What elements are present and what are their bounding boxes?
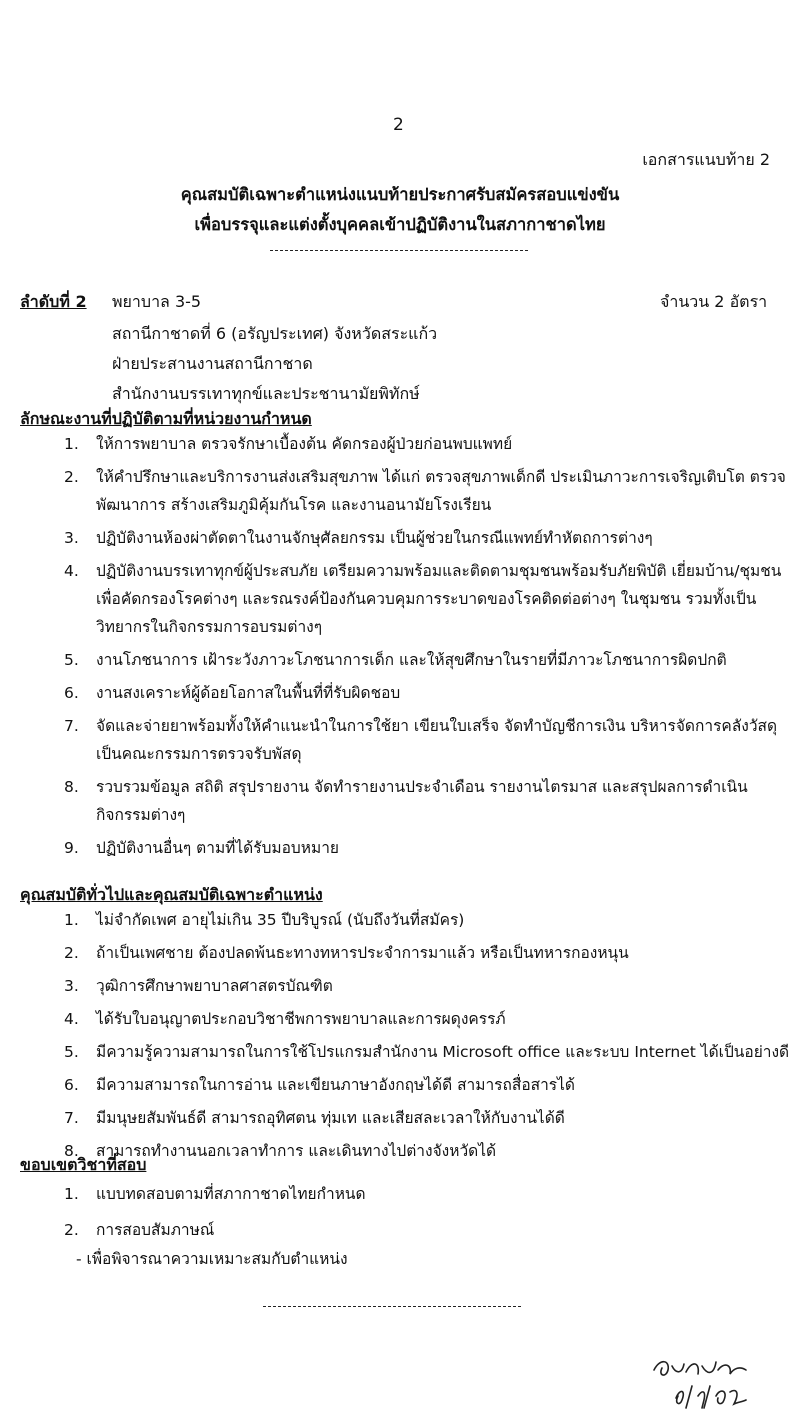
handwritten-signature xyxy=(646,1352,766,1412)
duties-heading: ลักษณะงานที่ปฏิบัติตามที่หน่วยงานกำหนด xyxy=(20,409,312,428)
list-item: 4. ได้รับใบอนุญาตประกอบวิชาชีพการพยาบาลและการผดุงครรภ์ xyxy=(64,1010,506,1028)
list-item: 3. วุฒิการศึกษาพยาบาลศาสตรบัณฑิต xyxy=(64,977,333,995)
list-item: 8. รวบรวมข้อมูล สถิติ สรุปรายงาน จัดทำรายงานประจำเดือน รายงานไตรมาส และสรุปผลการดำเนินกิจกรรมต่างๆ xyxy=(64,778,748,824)
list-item: 8. สามารถทำงานนอกเวลาทำการ และเดินทางไปต่างจังหวัดได้ xyxy=(64,1142,497,1160)
document-title-line-1: คุณสมบัติเฉพาะตำแหน่งแนบท้ายประกาศรับสมัครสอบแข่งขัน xyxy=(180,185,620,204)
list-item: 1. ให้การพยาบาล ตรวจรักษาเบื้องต้น คัดกรองผู้ป่วยก่อนพบแพทย์ xyxy=(64,435,513,453)
unit-line: สถานีกาชาดที่ 6 (อรัญประเทศ) จังหวัดสระแก้ว xyxy=(112,324,438,343)
list-item: 5. งานโภชนาการ เฝ้าระวังภาวะโภชนาการเด็ก และให้สุขศึกษาในรายที่มีภาวะโภชนาการผิดปกติ xyxy=(64,651,727,669)
list-item: 7. จัดและจ่ายยาพร้อมทั้งให้คำแนะนำในการใช้ยา เขียนใบเสร็จ จัดทำบัญชีการเงิน บริหารจัดการคลังวัสดุ เป็นคณะกรรมการตรวจรับพัสดุ xyxy=(64,717,778,763)
unit-line: ฝ่ายประสานงานสถานีกาชาด xyxy=(112,354,313,373)
exam-scope-list xyxy=(64,1180,794,1252)
list-item: 6. งานสงเคราะห์ผู้ด้อยโอกาสในพื้นที่ที่รับผิดชอบ xyxy=(64,684,401,702)
duties-list xyxy=(64,430,794,867)
exam-sub-item: - เพื่อพิจารณาความเหมาะสมกับตำแหน่ง xyxy=(76,1250,348,1268)
qualifications-list xyxy=(64,906,794,1170)
list-item: 7. มีมนุษยสัมพันธ์ดี สามารถอุทิศตน ทุ่มเท และเสียสละเวลาให้กับงานได้ดี xyxy=(64,1109,565,1127)
list-item: 2. การสอบสัมภาษณ์ xyxy=(64,1221,215,1239)
position-count: จำนวน 2 อัตรา xyxy=(660,292,768,311)
end-divider xyxy=(263,1306,521,1307)
qualifications-heading: คุณสมบัติทั่วไปและคุณสมบัติเฉพาะตำแหน่ง xyxy=(20,885,323,904)
page-number: 2 xyxy=(393,115,404,135)
position-title: พยาบาล 3-5 xyxy=(112,292,202,311)
attachment-label: เอกสารแนบท้าย 2 xyxy=(642,150,770,169)
list-item: 1. ไม่จำกัดเพศ อายุไม่เกิน 35 ปีบริบูรณ์ (นับถึงวันที่สมัคร) xyxy=(64,911,465,929)
unit-line: สำนักงานบรรเทาทุกข์และประชานามัยพิทักษ์ xyxy=(112,384,420,403)
order-label: ลำดับที่ 2 xyxy=(20,292,87,311)
list-item: 1. แบบทดสอบตามที่สภากาชาดไทยกำหนด xyxy=(64,1185,366,1203)
list-item: 4. ปฏิบัติงานบรรเทาทุกข์ผู้ประสบภัย เตรียมความพร้อมและติดตามชุมชนพร้อมรับภัยพิบัติ เยี่ยมบ้าน/ชุมชน เพื่อคัดกรองโรคต่างๆ และรณรงค์ป้องกันควบคุมการระบาดของโรคติดต่อต่างๆ ในชุมชน รวมทั้งเป็นวิทยากรในกิจกรรมการอบรมต่างๆ xyxy=(64,562,782,636)
list-item: 9. ปฏิบัติงานอื่นๆ ตามที่ได้รับมอบหมาย xyxy=(64,839,339,857)
list-item: 3. ปฏิบัติงานห้องผ่าตัดตาในงานจักษุศัลยกรรม เป็นผู้ช่วยในกรณีแพทย์ทำหัตถการต่างๆ xyxy=(64,529,653,547)
document-title-line-2: เพื่อบรรจุและแต่งตั้งบุคคลเข้าปฏิบัติงานในสภากาชาดไทย xyxy=(194,215,606,234)
list-item: 2. ให้คำปรึกษาและบริการงานส่งเสริมสุขภาพ ได้แก่ ตรวจสุขภาพเด็กดี ประเมินภาวะการเจริญเติบโต ตรวจพัฒนาการ สร้างเสริมภูมิคุ้มกันโรค และงานอนามัยโรงเรียน xyxy=(64,468,786,514)
list-item: 5. มีความรู้ความสามารถในการใช้โปรแกรมสำนักงาน Microsoft office และระบบ Internet ได้เป็นอย่างดี xyxy=(64,1043,790,1061)
exam-scope-heading: ขอบเขตวิชาที่สอบ xyxy=(20,1155,147,1174)
list-item: 6. มีความสามารถในการอ่าน และเขียนภาษาอังกฤษได้ดี สามารถสื่อสารได้ xyxy=(64,1076,575,1094)
title-divider xyxy=(270,250,528,251)
list-item: 2. ถ้าเป็นเพศชาย ต้องปลดพ้นธะทางทหารประจำการมาแล้ว หรือเป็นทหารกองหนุน xyxy=(64,944,629,962)
